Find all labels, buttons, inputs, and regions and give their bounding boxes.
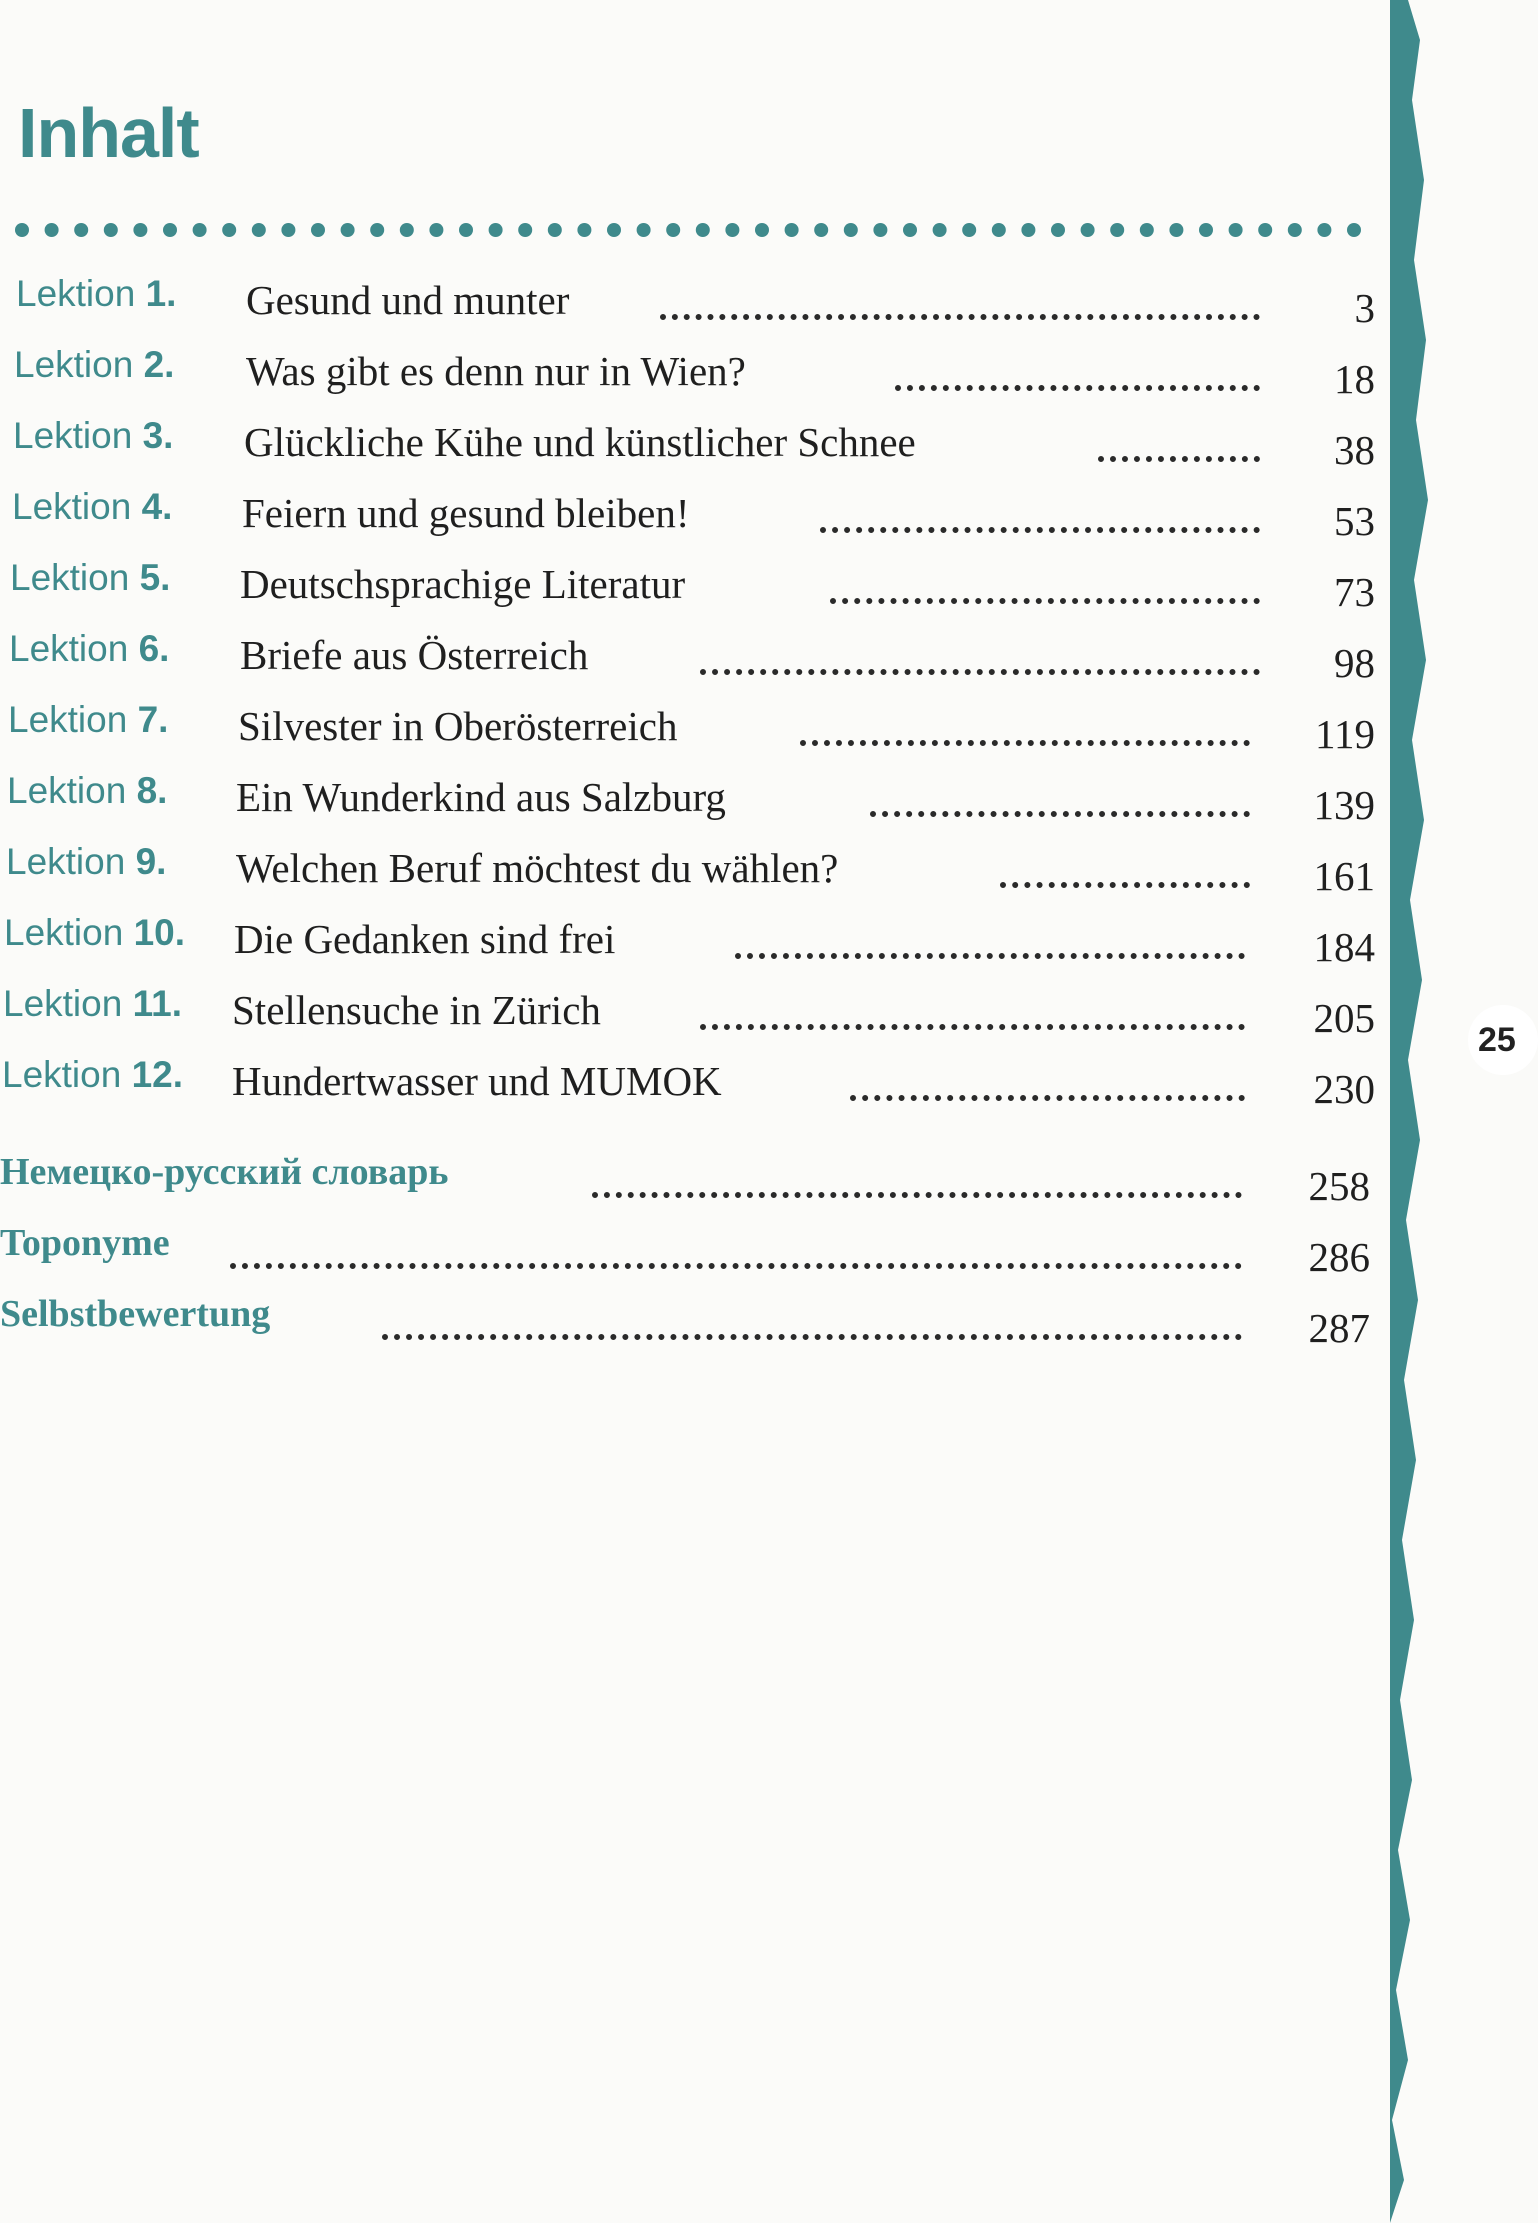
divider-dot	[518, 223, 532, 237]
torn-edge-decoration	[1390, 0, 1500, 2223]
entry-page-number: 3	[1354, 285, 1375, 331]
entry-page-number: 184	[1313, 924, 1375, 970]
divider-dot	[429, 223, 443, 237]
dot-leader	[850, 1075, 1245, 1101]
entry-page-number: 287	[1308, 1305, 1370, 1351]
entry-page-number: 73	[1334, 569, 1375, 615]
divider-dot	[725, 223, 739, 237]
dot-leader	[700, 649, 1260, 675]
divider-dot	[45, 223, 59, 237]
toc-entry-dictionary[interactable]	[0, 1150, 1400, 1210]
lektion-label: Lektion 8.	[7, 770, 168, 811]
divider-dot	[607, 223, 621, 237]
entry-page-number: 18	[1334, 356, 1375, 402]
dot-leader	[870, 791, 1250, 817]
divider-dot	[1288, 223, 1302, 237]
lektion-label: Lektion 10.	[4, 912, 186, 953]
lektion-label: Lektion 2.	[14, 344, 175, 385]
dotted-divider	[14, 218, 1374, 242]
divider-dot	[637, 223, 651, 237]
dot-leader	[700, 1004, 1245, 1030]
page-title: Inhalt	[18, 94, 199, 172]
divider-dot	[1140, 223, 1154, 237]
toc-entry-lektion-4[interactable]	[0, 485, 1400, 545]
entry-title: Deutschsprachige Literatur	[240, 561, 686, 607]
divider-dot	[785, 223, 799, 237]
entry-page-number: 161	[1313, 853, 1375, 899]
divider-dot	[1110, 223, 1124, 237]
divider-dot	[577, 223, 591, 237]
divider-dot	[962, 223, 976, 237]
divider-dot	[104, 223, 118, 237]
divider-dot	[459, 223, 473, 237]
divider-dot	[814, 223, 828, 237]
dot-leader	[820, 507, 1260, 533]
divider-dot	[1317, 223, 1331, 237]
divider-dot	[15, 223, 29, 237]
toc-entry-selbstbewertung[interactable]	[0, 1292, 1400, 1352]
entry-title: Hundertwasser und MUMOK	[232, 1058, 722, 1104]
divider-dot	[666, 223, 680, 237]
toc-entry-lektion-5[interactable]	[0, 556, 1400, 616]
entry-title: Selbstbewertung	[0, 1293, 271, 1335]
dot-leader	[1098, 436, 1260, 462]
dot-leader	[382, 1314, 1242, 1340]
dot-leader	[895, 365, 1260, 391]
entry-title: Glückliche Kühe und künstlicher Schnee	[244, 419, 916, 465]
divider-dot	[252, 223, 266, 237]
entry-page-number: 139	[1313, 782, 1375, 828]
entry-title: Feiern und gesund bleiben!	[242, 490, 690, 536]
entry-title: Gesund und munter	[246, 277, 570, 323]
entry-title: Silvester in Oberösterreich	[238, 703, 678, 749]
divider-dot	[341, 223, 355, 237]
entry-page-number: 119	[1315, 711, 1375, 757]
divider-dot	[222, 223, 236, 237]
toc-entry-lektion-6[interactable]	[0, 627, 1400, 687]
lektion-label: Lektion 5.	[10, 557, 171, 598]
entry-title: Немецко-русский словарь	[0, 1151, 449, 1193]
divider-dot	[933, 223, 947, 237]
entry-title: Toponyme	[0, 1222, 170, 1264]
toc-entry-lektion-1[interactable]	[0, 272, 1400, 332]
divider-dot	[1021, 223, 1035, 237]
entry-page-number: 258	[1308, 1163, 1370, 1209]
toc-entry-lektion-2[interactable]	[0, 343, 1400, 403]
divider-dot	[1258, 223, 1272, 237]
entry-page-number: 205	[1313, 995, 1375, 1041]
divider-dot	[1051, 223, 1065, 237]
entry-page-number: 38	[1334, 427, 1375, 473]
dot-leader	[800, 720, 1250, 746]
toc-entry-toponyme[interactable]	[0, 1221, 1400, 1281]
teal-edge-band	[1390, 0, 1500, 2223]
lektion-label: Lektion 7.	[8, 699, 169, 740]
divider-dot	[873, 223, 887, 237]
divider-dot	[133, 223, 147, 237]
lektion-label: Lektion 6.	[9, 628, 170, 669]
divider-dot	[311, 223, 325, 237]
divider-dot	[193, 223, 207, 237]
divider-dot	[1229, 223, 1243, 237]
toc-entry-lektion-12[interactable]	[0, 1053, 1400, 1113]
entry-title: Was gibt es denn nur in Wien?	[246, 348, 746, 394]
lektion-label: Lektion 1.	[16, 273, 177, 314]
divider-dot	[1081, 223, 1095, 237]
divider-dot	[548, 223, 562, 237]
divider-dot	[903, 223, 917, 237]
dot-leader	[230, 1243, 1242, 1269]
toc-entry-lektion-9[interactable]	[0, 840, 1400, 900]
divider-dot	[844, 223, 858, 237]
dot-leader	[830, 578, 1260, 604]
divider-dot	[755, 223, 769, 237]
lektion-label: Lektion 11.	[3, 983, 182, 1024]
entry-page-number: 53	[1334, 498, 1375, 544]
entry-title: Ein Wunderkind aus Salzburg	[236, 774, 726, 820]
entry-title: Stellensuche in Zürich	[232, 987, 601, 1033]
entry-page-number: 230	[1313, 1066, 1375, 1112]
lektion-label: Lektion 12.	[2, 1054, 184, 1095]
dot-leader	[660, 294, 1260, 320]
divider-dot	[74, 223, 88, 237]
dot-leader	[1000, 862, 1250, 888]
divider-dot	[1169, 223, 1183, 237]
lektion-label: Lektion 9.	[6, 841, 167, 882]
divider-dot	[992, 223, 1006, 237]
entry-page-number: 286	[1308, 1234, 1370, 1280]
entry-title: Die Gedanken sind frei	[234, 916, 616, 962]
dot-leader	[735, 933, 1245, 959]
divider-dot	[163, 223, 177, 237]
toc-entry-lektion-3[interactable]	[0, 414, 1400, 474]
toc-entry-lektion-10[interactable]	[0, 911, 1400, 971]
divider-dot	[1199, 223, 1213, 237]
entry-title: Welchen Beruf möchtest du wählen?	[236, 845, 839, 891]
lektion-label: Lektion 4.	[12, 486, 173, 527]
page-number-tab: 25	[1468, 1005, 1538, 1075]
divider-dot	[696, 223, 710, 237]
divider-dot	[400, 223, 414, 237]
divider-dot	[370, 223, 384, 237]
divider-dot	[281, 223, 295, 237]
divider-dot	[1347, 223, 1361, 237]
lektion-label: Lektion 3.	[13, 415, 174, 456]
dot-leader	[592, 1172, 1242, 1198]
toc-entry-lektion-8[interactable]	[0, 769, 1400, 829]
toc-entry-lektion-11[interactable]	[0, 982, 1400, 1042]
entry-page-number: 98	[1334, 640, 1375, 686]
entry-title: Briefe aus Österreich	[240, 632, 589, 678]
divider-dot	[489, 223, 503, 237]
toc-entry-lektion-7[interactable]	[0, 698, 1400, 758]
